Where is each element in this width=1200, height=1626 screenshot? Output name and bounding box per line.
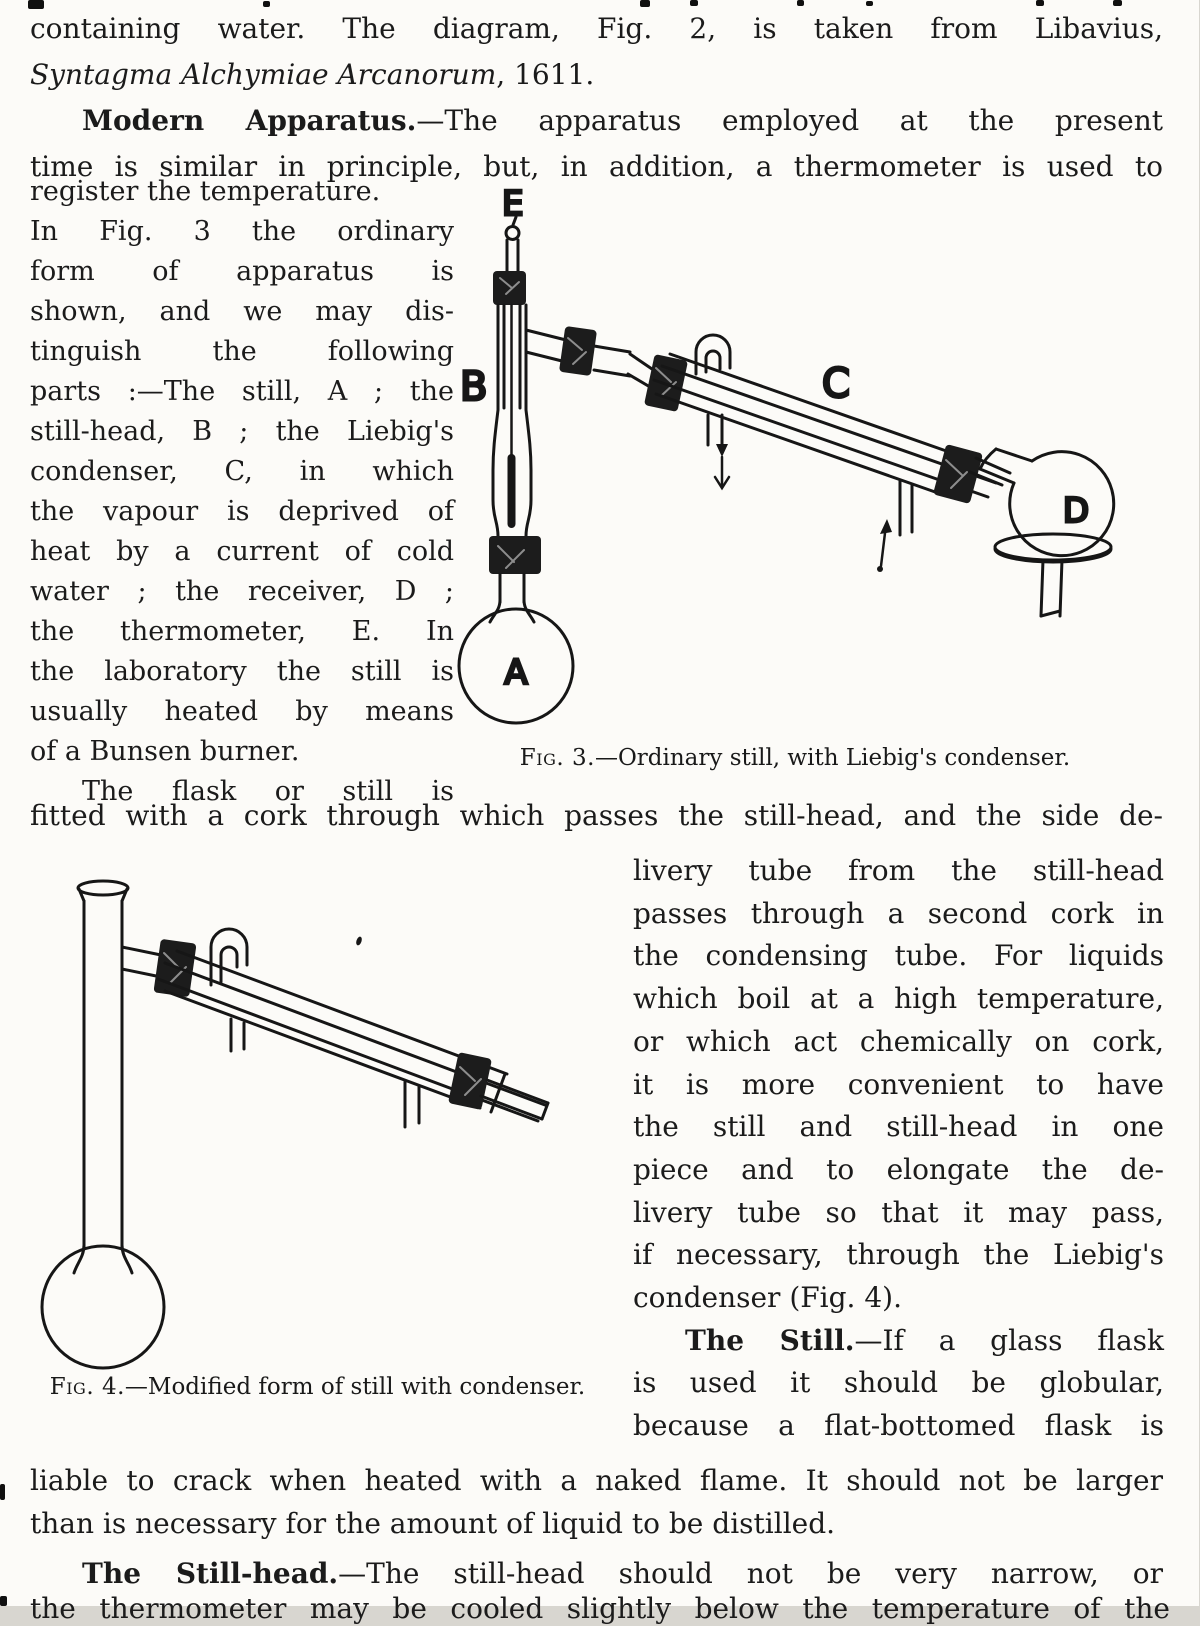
fig4-illustration: [25, 855, 650, 1400]
text-line: [30, 6, 1163, 52]
fig4-caption-text: —Modified form of still with condenser.: [124, 1374, 586, 1400]
text-line: heat by a current of cold: [30, 536, 454, 567]
still-bulb: [42, 1246, 164, 1368]
text-line: —The still-head should not be very narrow, or: [338, 1557, 1163, 1590]
text-line: than is necessary for the amount of liquid to be distilled.: [30, 1507, 836, 1540]
left-column: [30, 172, 454, 812]
label-c: C: [822, 361, 850, 407]
text-line: usually heated by means: [30, 696, 454, 727]
text-line: shown, and we may dis-: [30, 296, 454, 327]
text-line: livery tube from the still-head: [633, 854, 1164, 887]
receiver-flask-d: [980, 449, 1114, 556]
still-neck-tube: [42, 881, 164, 1368]
text-line: [30, 1460, 1163, 1502]
text-line: time is similar in principle, but, in addition, a thermometer is used to: [30, 150, 1163, 183]
text-line: , 1611.: [496, 58, 595, 91]
text-line: it is more convenient to have: [633, 1067, 1164, 1101]
ink-speck: [355, 936, 363, 946]
still-head-tube-b: [493, 305, 531, 536]
fig3-caption-text: —Ordinary still, with Liebig's condenser.: [594, 745, 1071, 771]
section-heading-line: [30, 98, 1163, 144]
text-line: the condensing tube. For liquids: [633, 939, 1164, 973]
text-line: The flask or still is: [82, 776, 454, 807]
section-heading-line: [633, 1320, 1164, 1363]
text-line: fitted with a cork through which passes the still-head, and the side de-: [30, 799, 1163, 832]
text-line: the thermometer, E. In: [30, 616, 454, 647]
text-line: form of apparatus is: [30, 256, 454, 287]
text-line: piece and to elongate the de-: [633, 1152, 1164, 1186]
cork: [489, 536, 541, 574]
intro-paragraph: [30, 6, 1163, 190]
fig4-caption-number: Fig. 4.: [49, 1374, 125, 1400]
label-a: A: [504, 653, 528, 693]
text-line: tinguish the following: [30, 336, 454, 367]
text-line: [30, 52, 1163, 98]
scan-artifact: [0, 1484, 5, 1500]
text-line: containing water. The diagram, Fig. 2, is taken from Libavius,: [30, 12, 1163, 45]
text-line: [30, 796, 1163, 836]
section-heading: Modern Apparatus.: [82, 104, 417, 137]
text-line: —If a glass flask: [854, 1323, 1164, 1357]
water-outlet-tube-inner: [221, 947, 237, 982]
thermometer-e: [506, 217, 519, 271]
text-line: passes through a second cork in: [633, 896, 1164, 930]
text-line: of a Bunsen burner.: [30, 736, 300, 767]
side-delivery-arm: [122, 947, 161, 977]
text-line: or which act chemically on cork,: [633, 1024, 1164, 1058]
right-column: [633, 850, 1164, 1448]
section-heading-line: [30, 1553, 1163, 1595]
text-line: if necessary, through the Liebig's: [633, 1238, 1164, 1272]
text-line: liable to crack when heated with a naked flame. It should not be larger: [30, 1464, 1163, 1497]
text-line: [30, 1503, 1163, 1545]
cork: [493, 271, 526, 305]
scan-artifact: [0, 1596, 7, 1606]
water-flow-up-arrow: [877, 519, 892, 572]
fig3-caption: [450, 745, 1140, 771]
label-e: E: [502, 184, 524, 224]
text-line: livery tube so that it may pass,: [633, 1195, 1164, 1229]
text-line: register the temperature.: [30, 176, 381, 207]
fig3-illustration: [440, 170, 1200, 750]
section-heading: The Still.: [685, 1323, 855, 1357]
cork: [559, 326, 597, 376]
still-flask-a: [459, 574, 573, 723]
text-line: is used it should be globular,: [633, 1366, 1164, 1400]
book-title: Syntagma Alchymiae Arcanorum: [30, 58, 497, 91]
section-heading: The Still-head.: [82, 1557, 339, 1590]
text-line: condenser (Fig. 4).: [633, 1281, 902, 1315]
text-line: water ; the receiver, D ;: [30, 576, 454, 607]
label-d: D: [1062, 491, 1090, 531]
text-line: still-head, B ; the Liebig's: [30, 416, 454, 447]
label-b: B: [460, 364, 488, 410]
text-line: the thermometer may be cooled slightly below the temperature of the: [30, 1592, 1170, 1625]
text-line: the still and still-head in one: [633, 1110, 1164, 1144]
fig3-caption-number: Fig. 3.: [519, 745, 595, 771]
water-flow-down-arrow: [715, 444, 729, 488]
text-line: condenser, C, in which: [30, 456, 454, 487]
text-line: parts :—The still, A ; the: [30, 376, 454, 407]
text-line: —The apparatus employed at the present: [416, 104, 1164, 137]
fig4-caption: [30, 1374, 605, 1400]
text-line: because a flat-bottomed flask is: [633, 1409, 1164, 1443]
text-line: In Fig. 3 the ordinary: [30, 216, 454, 247]
cut-off-text-line: [30, 1592, 1170, 1625]
text-line: the laboratory the still is: [30, 656, 454, 687]
text-line: the vapour is deprived of: [30, 496, 454, 527]
text-line: which boil at a high temperature,: [633, 982, 1164, 1016]
